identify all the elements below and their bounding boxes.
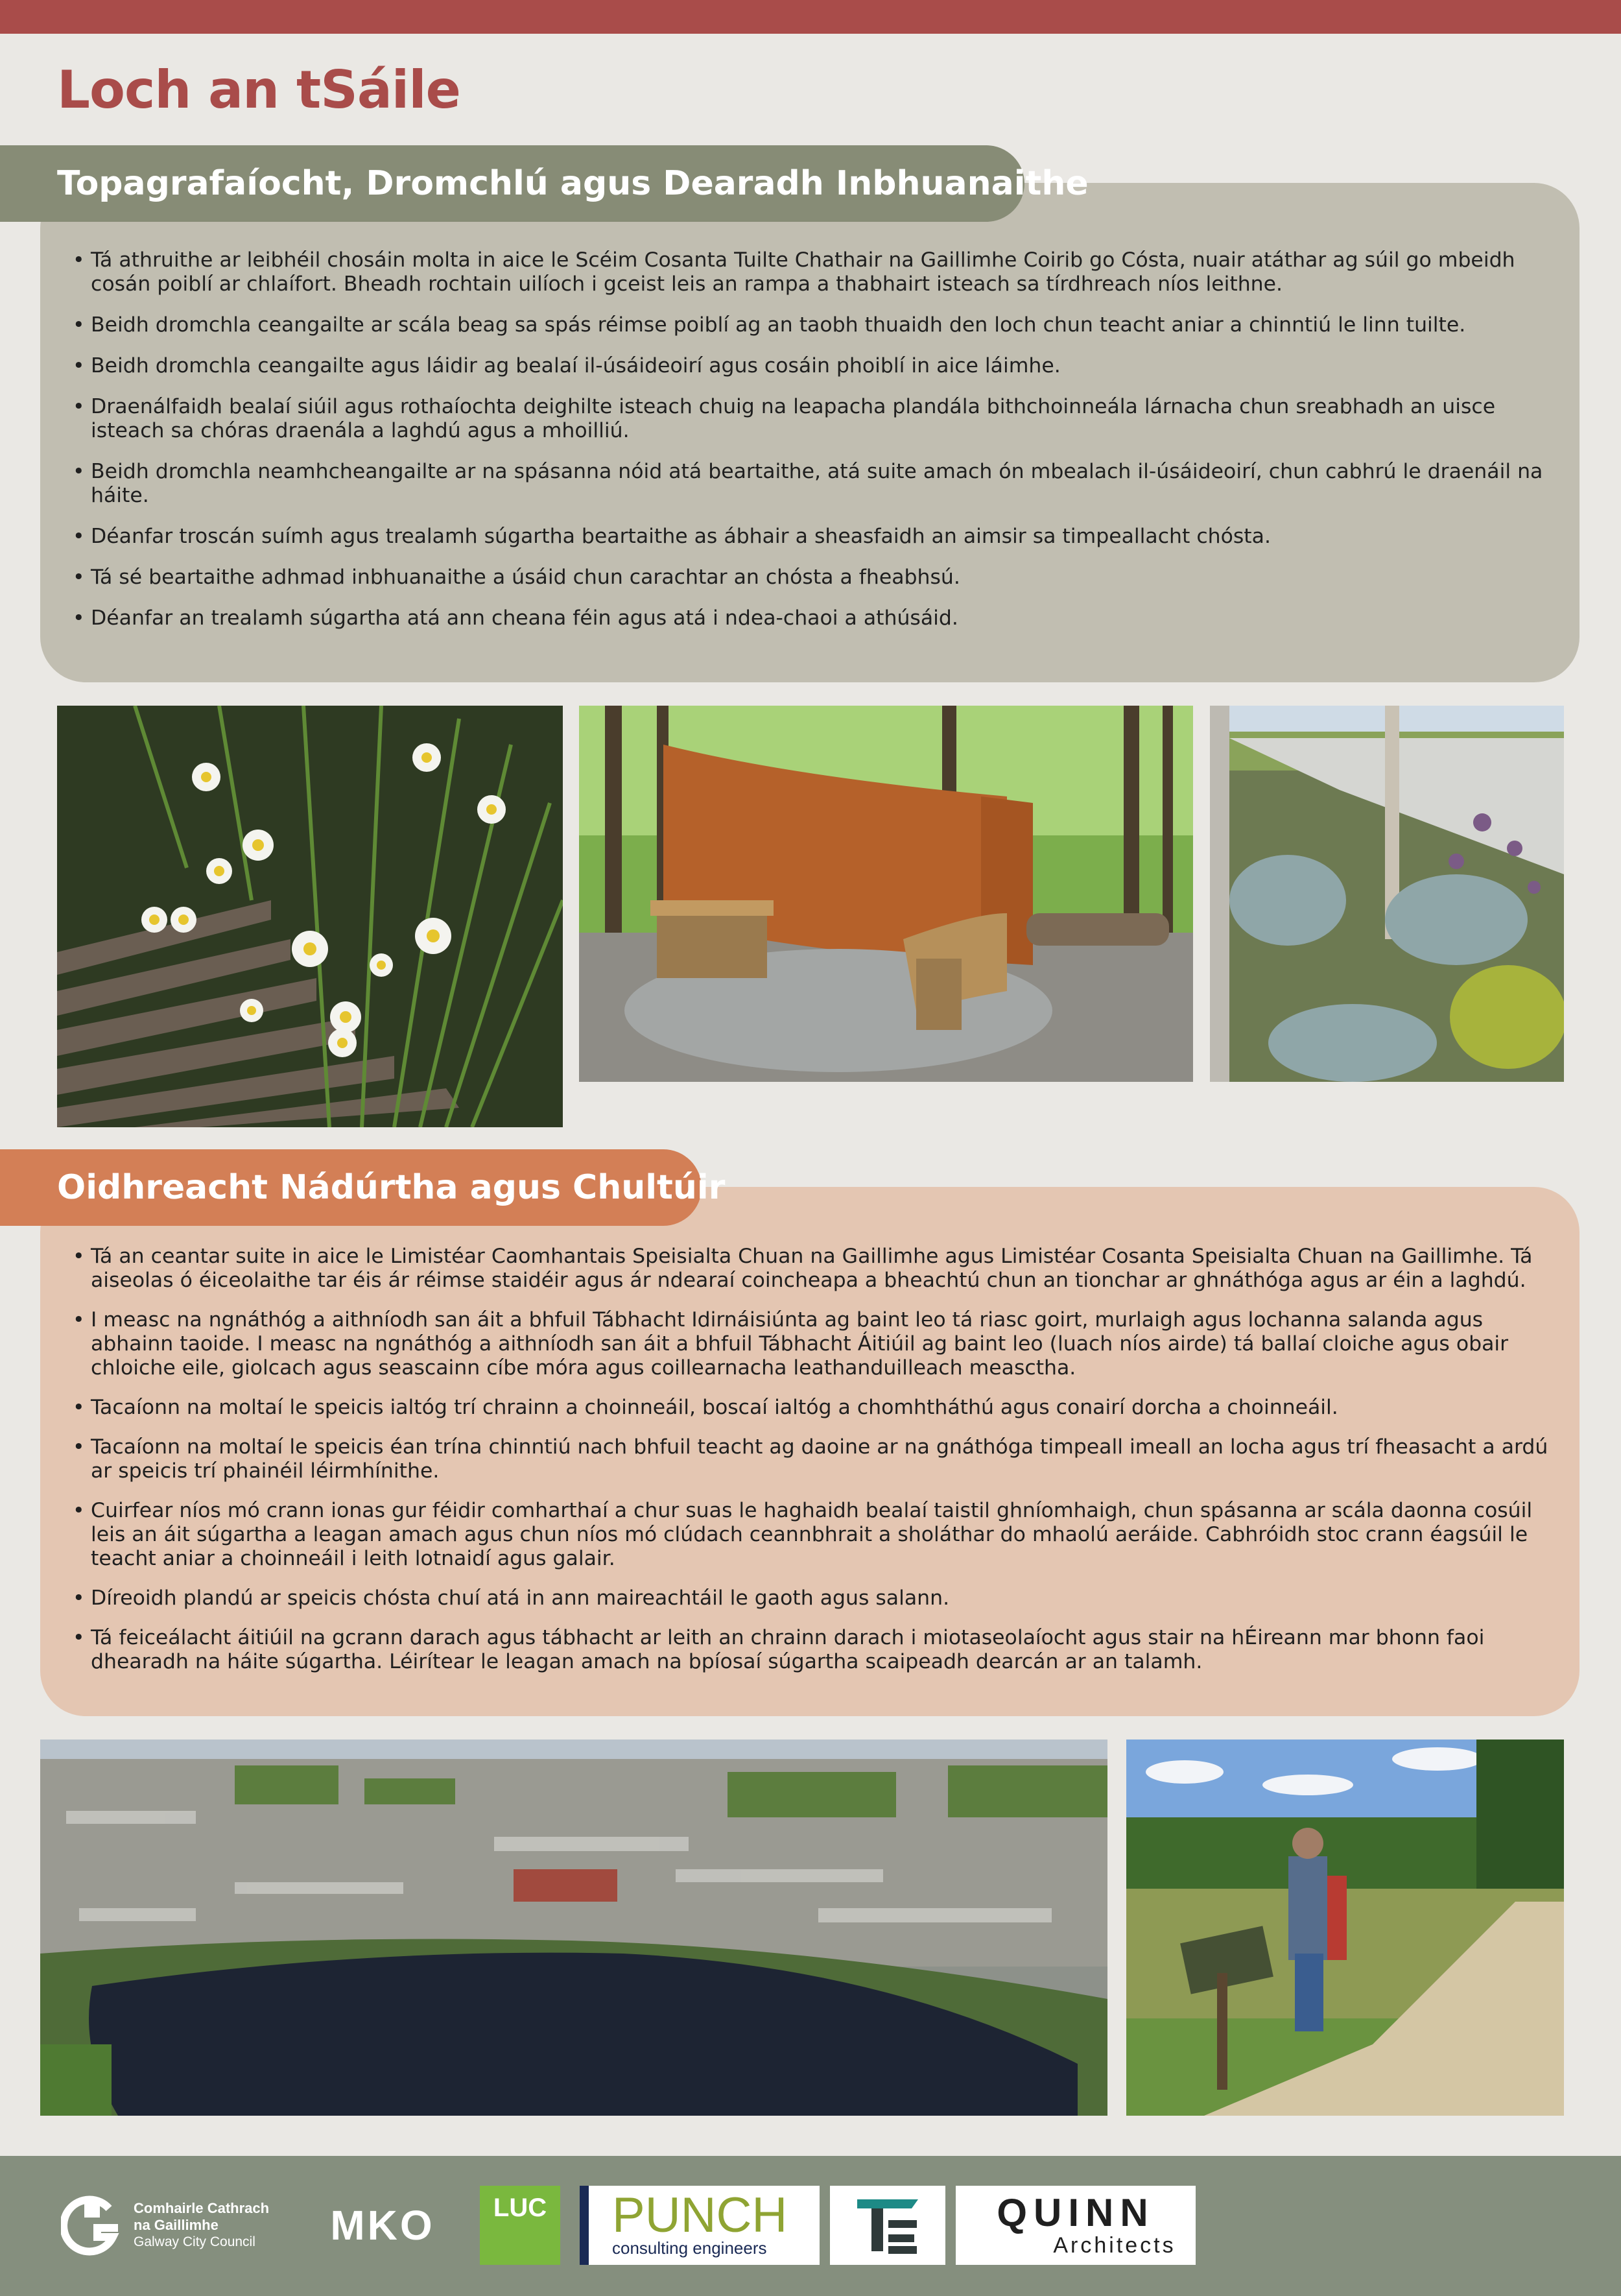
photo-corten-seating-area — [579, 706, 1193, 1082]
quinn-logo-subtitle: Architects — [1053, 2233, 1176, 2258]
list-item: • Beidh dromchla neamhcheangailte ar na spásanna nóid atá beartaithe, atá suite amach ón mbealach il-úsáideoirí, chun cabhrú le draenáil na háite. — [73, 460, 1561, 508]
photo-daisies-on-boardwalk — [57, 706, 563, 1127]
list-item: • Cuirfear níos mó crann ionas gur féidir comharthaí a chur suas le haghaidh bealaí taistil ghníomhaigh, chun spásanna ar scála daonna cosúil leis an áit súgartha a leagan amach agus chun níos mó clúdach ceannbhrait a sholáthar do mhaolú aeráide. Cabhróidh stoc crann éagsúil le teacht aniar a choinneáil i leith lotnaidí agus galair. — [73, 1499, 1561, 1571]
punch-consulting-logo — [580, 2186, 820, 2265]
mko-logo — [305, 2183, 460, 2267]
list-item: • Draenálfaidh bealaí siúil agus rothaíochta deighilte isteach chuig na leapacha plandála bithchoinneála lárnacha chun sreabhadh an uisce isteach sa chóras draenála a laghdú agus a mhoilliú. — [73, 395, 1561, 443]
mko-logo-text: MKO — [330, 2202, 435, 2249]
gcc-name-line1: Comhairle Cathrach — [134, 2200, 270, 2216]
list-item: • I measc na ngnáthóg a aithníodh san áit a bhfuil Tábhacht Idirnáisiúnta ag baint leo tá riasc goirt, murlaigh agus lochanna salanda agus abhainn taoide. I measc na ngnáthóg a aithníodh san áit a bhfuil Tábhacht Áitiúil ag baint leo (luach níos airde) tá ballaí cloiche agus obair chloiche eile, giolcach agus seascainn cíbe móra agus coillearnacha leathanduilleach measctha. — [73, 1308, 1561, 1380]
photo-aerial-lake-view — [40, 1740, 1107, 2116]
gcc-name-line2: na Gaillimhe — [134, 2217, 219, 2233]
photo-interpretive-sign-path — [1126, 1740, 1564, 2116]
list-item: • Tacaíonn na moltaí le speicis éan trína chinntiú nach bhfuil teacht ag daoine ar na gnáthóga timpeall imeall an locha agus trí fheasacht a ardú ar speicis trí phainéil léirmhínithe. — [73, 1435, 1561, 1483]
list-item: • Tá an ceantar suite in aice le Limistéar Caomhantais Speisialta Chuan na Gaillimhe agus Limistéar Cosanta Speisialta Chuan na Gaillimhe. Tá aiseolas ó éiceolaithe tar éis ár réimse staidéir agus ár ndearaí coincheapa a bheachtú chun an tionchar ar ghnáthóga agus ar éin a laghdú. — [73, 1245, 1561, 1293]
te-monogram-icon — [852, 2194, 923, 2256]
punch-logo-text: PUNCH — [612, 2188, 788, 2243]
luc-logo — [480, 2186, 560, 2265]
punch-logo-subtitle: consulting engineers — [612, 2238, 767, 2258]
galway-city-council-logo — [61, 2187, 281, 2264]
top-accent-bar — [0, 0, 1621, 34]
list-item: • Tacaíonn na moltaí le speicis ialtóg trí chrainn a choinneáil, boscaí ialtóg a chomhtháthú agus conairí dorcha a choinneáil. — [73, 1396, 1561, 1420]
galway-crest-icon — [61, 2192, 123, 2259]
te-logo — [830, 2186, 945, 2265]
list-item: • Díreoidh plandú ar speicis chósta chuí atá in ann maireachtáil le gaoth agus salann. — [73, 1586, 1561, 1610]
list-item: • Tá athruithe ar leibhéil chosáin molta in aice le Scéim Cosanta Tuilte Chathair na Gaillimhe Coirib go Cósta, nuair atáthar ag súil go mbeidh cosán poiblí ar chlaífort. Bheadh rochtain uilíoch i gceist leis an rampa a thabhairt isteach sa tírdhreach níos leithne. — [73, 248, 1561, 296]
luc-logo-text: LUC — [493, 2194, 547, 2222]
gcc-name-english: Galway City Council — [134, 2234, 255, 2249]
quinn-logo-text: QUINN — [997, 2191, 1155, 2234]
quinn-architects-logo — [956, 2186, 1196, 2265]
list-item: • Déanfar an trealamh súgartha atá ann cheana féin agus atá i ndea-chaoi a athúsáid. — [73, 606, 1561, 630]
list-item: • Beidh dromchla ceangailte agus láidir ag bealaí il-úsáideoirí agus cosáin phoiblí in aice láimhe. — [73, 354, 1561, 378]
section-heading-heritage: Oidhreacht Nádúrtha agus Chultúir — [0, 1149, 702, 1226]
list-item: • Tá sé beartaithe adhmad inbhuanaithe a úsáid chun carachtar an chósta a fheabhsú. — [73, 566, 1561, 590]
list-item: • Tá feiceálacht áitiúil na gcrann darach agus tábhacht ar leith an chrainn darach i miotaseolaíocht agus stair na hÉireann mar bhonn faoi dhearadh na háite súgartha. Léirítear le leagan amach na bpíosaí súgartha scaipeadh dearcán ar an talamh. — [73, 1626, 1561, 1674]
heritage-bullet-list — [73, 1245, 1561, 1690]
list-item: • Beidh dromchla ceangailte ar scála beag sa spás réimse poiblí ag an taobh thuaidh den loch chun teacht aniar a chinntiú le linn tuilte. — [73, 313, 1561, 337]
topography-bullet-list — [73, 248, 1561, 647]
section-heading-topography: Topagrafaíocht, Dromchlú agus Dearadh Inbhuanaithe — [0, 145, 1024, 222]
page-title: Loch an tSáile — [57, 60, 460, 120]
list-item: • Déanfar troscán suímh agus trealamh súgartha beartaithe as ábhair a sheasfaidh an aimsir sa timpeallacht chósta. — [73, 525, 1561, 549]
photo-planting-beds — [1210, 706, 1564, 1082]
